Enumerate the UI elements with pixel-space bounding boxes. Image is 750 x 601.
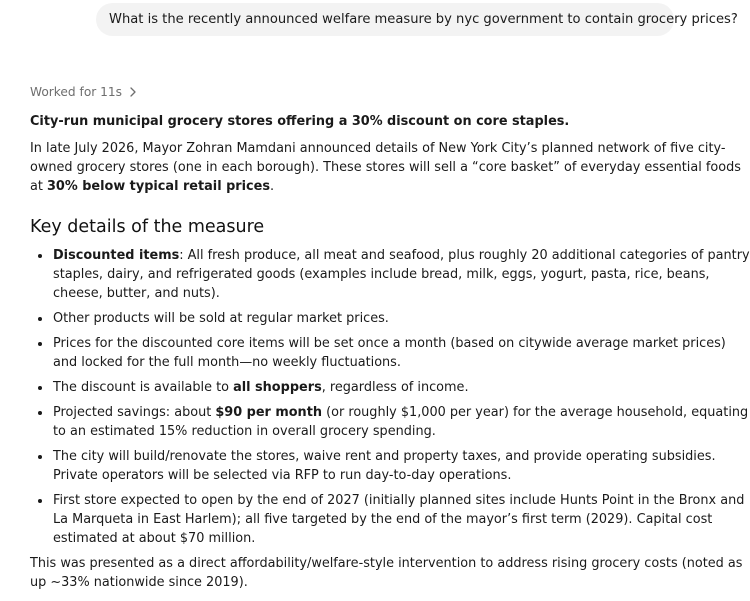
intro-text: . [269, 179, 275, 194]
list-item [30, 447, 716, 485]
bullet-icon [38, 317, 42, 321]
list-item [30, 403, 749, 441]
item-text: and locked for the full month—no weekly fluctuations. [53, 355, 401, 370]
item-text: Prices for the discounted core items will be set once a month (based on citywide average market prices) [53, 336, 726, 351]
answer-lead [30, 112, 680, 131]
closing-line: This was presented as a direct affordability/welfare-style intervention to address rising grocery costs (noted as [30, 556, 743, 571]
bullet-icon [38, 455, 42, 459]
item-text: , regardless of income. [321, 380, 469, 395]
item-text: Private operators will be selected via RFP to run day-to-day operations. [53, 468, 512, 483]
item-text: Projected savings: about [53, 405, 216, 420]
intro-line: owned grocery stores (one in each borough). These stores will sell a “core basket” of everyday essential foods [30, 160, 741, 175]
answer-lead-text: City-run municipal grocery stores offering a 30% discount on core staples. [30, 114, 570, 129]
item-emphasis: $90 per month [215, 405, 322, 420]
user-message-text: What is the recently announced welfare measure by nyc government to contain grocery prices? [109, 12, 738, 27]
answer-closing [30, 554, 743, 592]
bullet-icon [38, 499, 42, 503]
intro-text: at [30, 179, 47, 194]
item-text: The city will build/renovate the stores, waive rent and property taxes, and provide operating subsidies. [53, 449, 716, 464]
item-text: cheese, butter, and nuts). [53, 286, 220, 301]
item-emphasis: all shoppers [233, 380, 322, 395]
worked-for-label: Worked for 11s [30, 85, 123, 99]
user-message-bubble [96, 3, 738, 36]
item-text: to an estimated 15% reduction in overall grocery spending. [53, 424, 436, 439]
item-text: staples, dairy, and refrigerated goods (examples include bread, milk, eggs, yogurt, pasta, rice, beans, [53, 267, 710, 282]
intro-line [30, 177, 680, 196]
item-text: The discount is available to [53, 380, 234, 395]
bullet-icon [38, 386, 42, 390]
chevron-right-icon [129, 87, 137, 97]
worked-for-toggle[interactable] [30, 85, 137, 99]
intro-line: In late July 2026, Mayor Zohran Mamdani announced details of New York City’s planned network of five city- [30, 141, 726, 156]
closing-line: up ~33% nationwide since 2019). [30, 575, 248, 590]
list-item [30, 491, 745, 548]
bullet-icon [38, 254, 42, 258]
list-item [30, 309, 680, 328]
item-text: estimated at about $70 million. [53, 531, 256, 546]
section-heading: Key details of the measure [30, 217, 265, 237]
item-emphasis: Discounted items [53, 248, 180, 263]
bullet-icon [38, 342, 42, 346]
assistant-answer [30, 112, 750, 592]
list-item [30, 334, 726, 372]
bullet-icon [38, 411, 42, 415]
item-text: La Marqueta in East Harlem); all five targeted by the end of the mayor’s first term (2029). Capital cost [53, 512, 713, 527]
item-text: (or roughly $1,000 per year) for the average household, equating [322, 405, 749, 420]
item-text: Other products will be sold at regular market prices. [53, 311, 389, 326]
list-item [30, 246, 750, 303]
answer-intro [30, 139, 741, 196]
item-text: : All fresh produce, all meat and seafood, plus roughly 20 additional categories of pantry [179, 248, 750, 263]
details-list [30, 246, 750, 548]
list-item [30, 378, 680, 397]
intro-emphasis: 30% below typical retail prices [47, 179, 270, 194]
item-text: First store expected to open by the end of 2027 (initially planned sites include Hunts Point in the Bronx and [53, 493, 745, 508]
